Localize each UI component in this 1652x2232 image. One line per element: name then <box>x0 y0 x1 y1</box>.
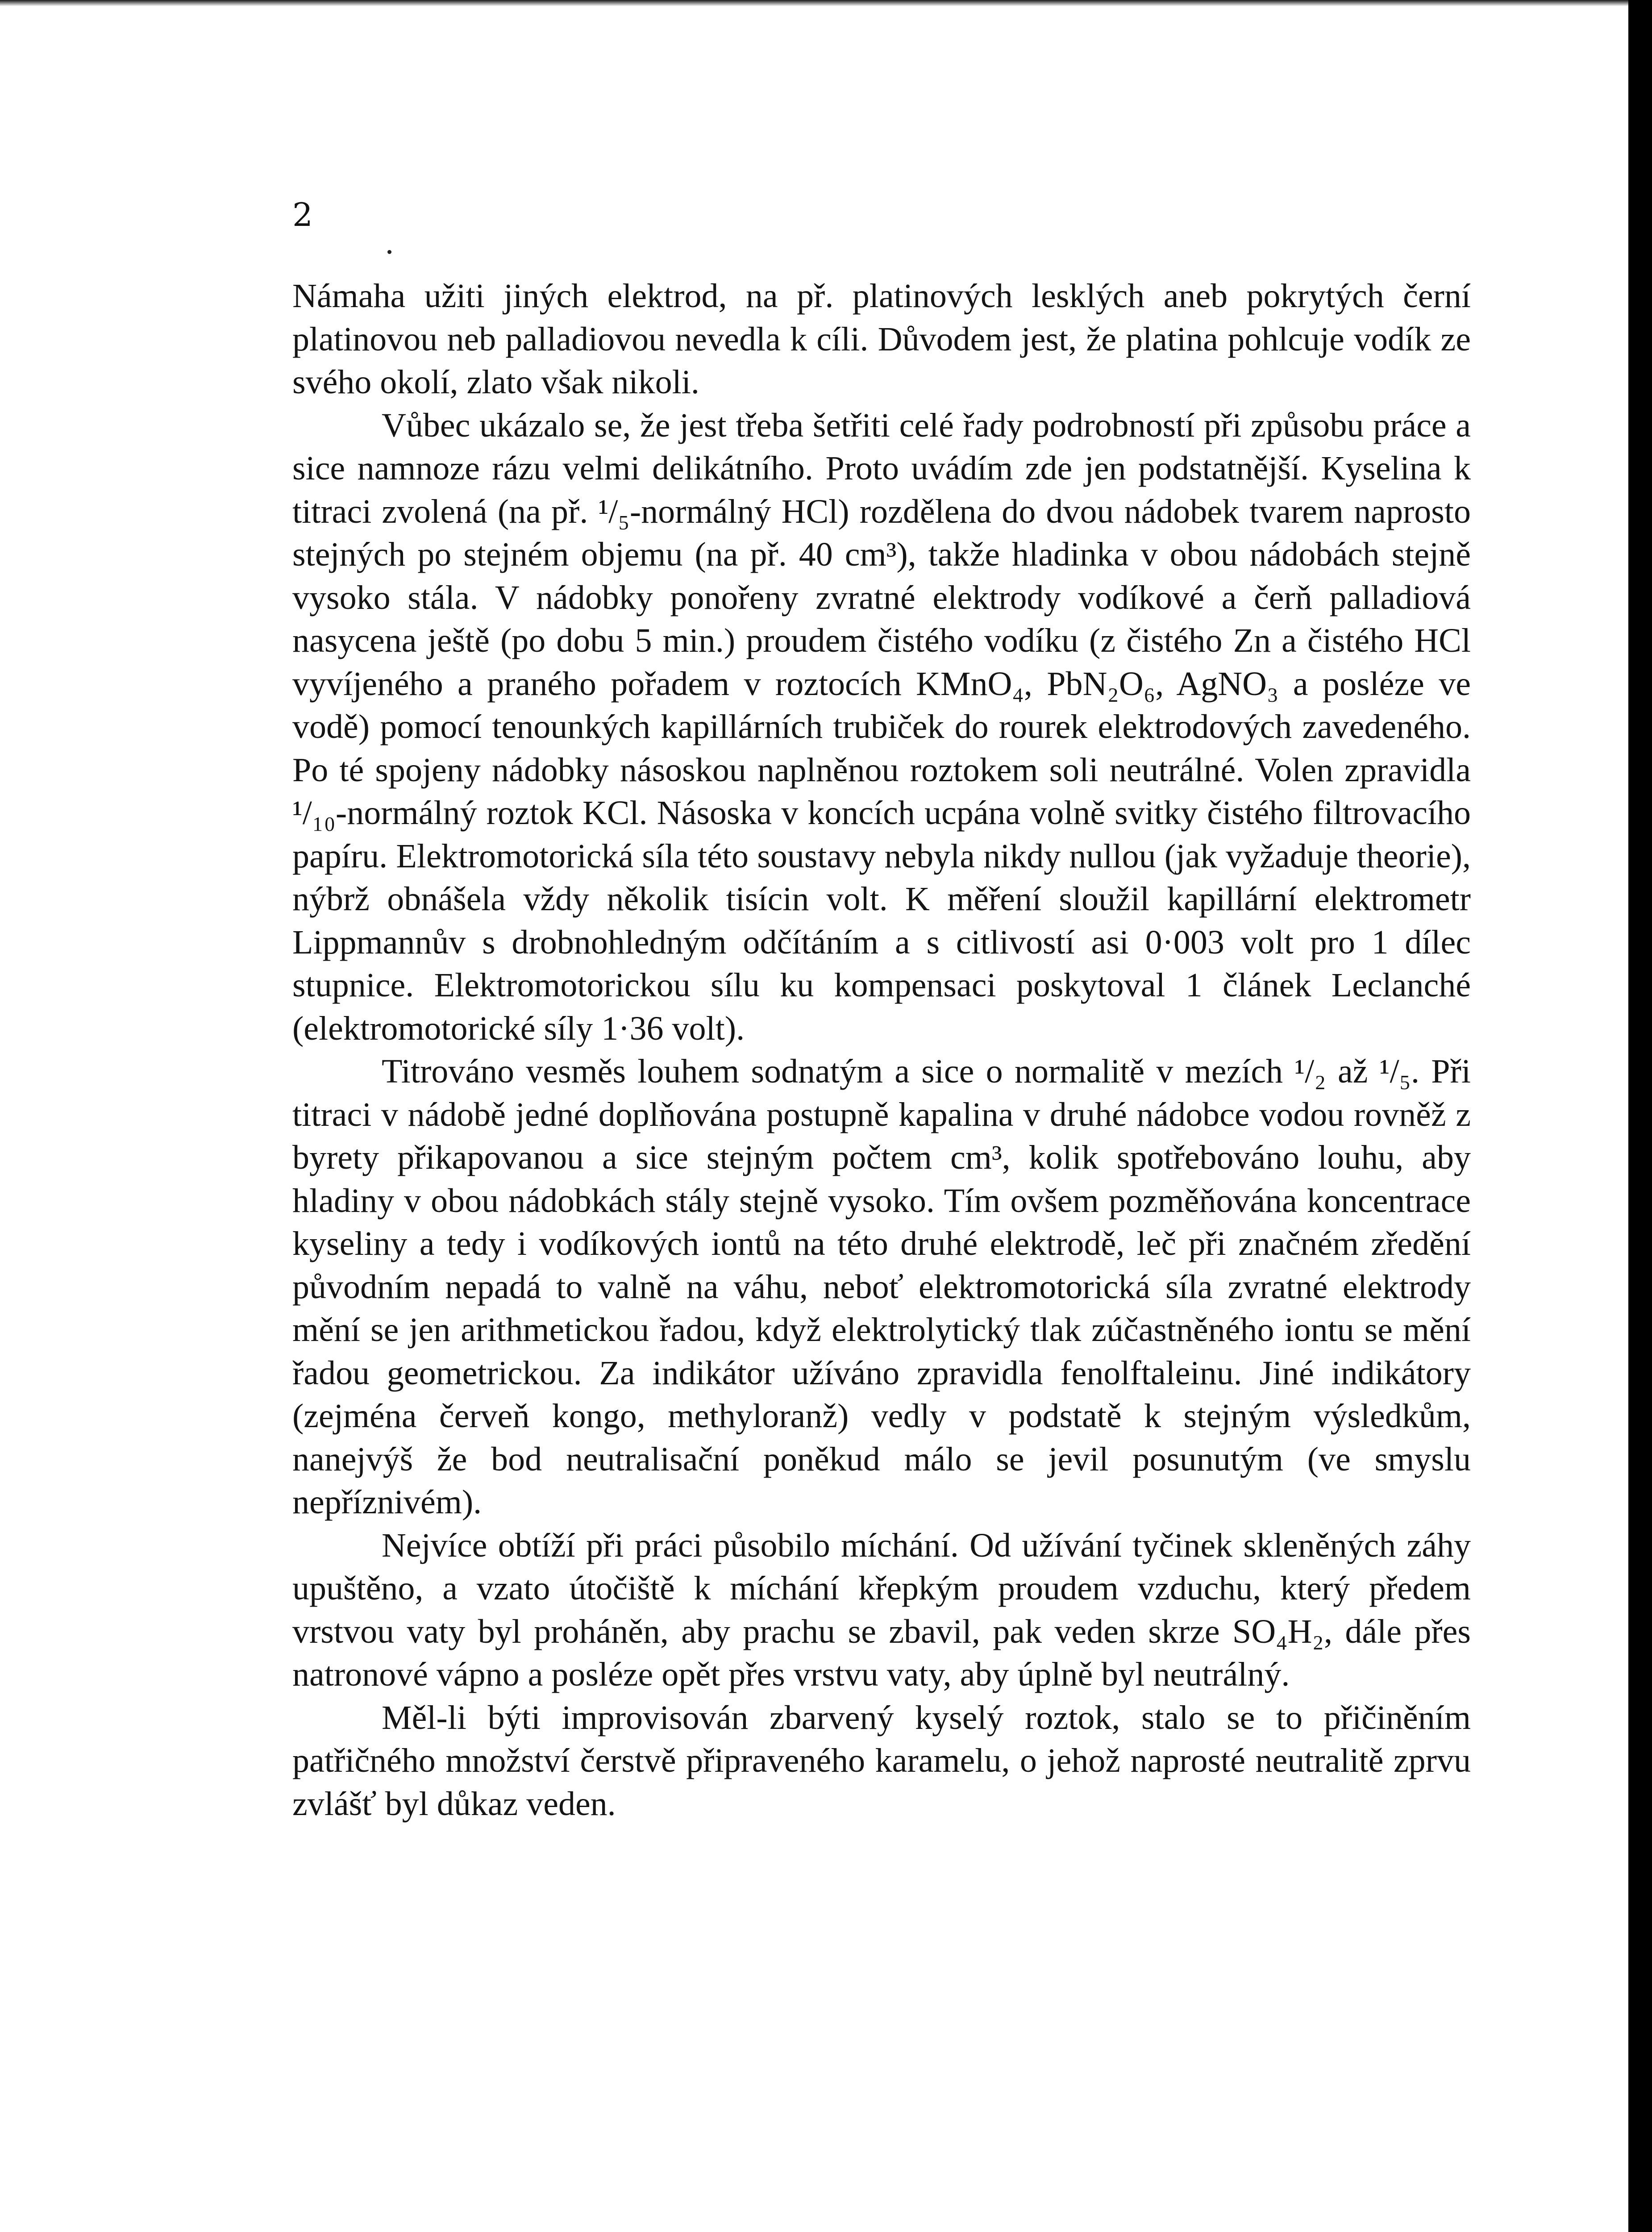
paragraph-1: Námaha užiti jiných elektrod, na př. platinových lesklých aneb pokrytých černí platinovou neb palladiovou nevedla k cíli. Důvodem jest, že platina pohlcuje vodík ze svého okolí, zlato však nikoli. <box>292 277 1471 401</box>
paragraph-2: Vůbec ukázalo se, že jest třeba šetřiti celé řady podrobností při způsobu práce a sice namnoze rázu velmi delikátního. Proto uvádím zde jen podstatnější. Kyselina k titraci zvolená (na př. ¹/₅-normálný HCl) rozdělena do dvou nádobek tvarem naprosto stejných po stejném objemu (na př. 40 cm³), takže hladinka v obou nádobách stejně vysoko stála. V nádobky ponořeny zvratné elektrody vodíkové a čerň palladiová nasycena ještě (po dobu 5 min.) proudem čistého vodíku (z čistého Zn a čistého HCl vyvíjeného a praného pořadem v roztocích KMnO₄, PbN₂O₆, AgNO₃ a posléze ve vodě) pomocí tenounkých kapillárních trubiček do rourek elektrodových zavedeného. Po té spojeny nádobky násoskou naplněnou roztokem soli neutrálné. Volen zpravidla ¹/₁₀-normálný roztok KCl. Násoska v koncích ucpána volně svitky čistého filtrovacího papíru. Elektromotorická síla této soustavy nebyla nikdy nullou (jak vyžaduje theorie), nýbrž obnášela vždy několik tisícin volt. K měření sloužil kapillární elektrometr Lippmannův s drobnohledným odčítáním a s citlivostí asi 0·003 volt pro 1 dílec stupnice. Elektromotorickou sílu ku kompensaci poskytoval 1 článek Leclanché (elektromotorické síly 1·36 volt). <box>292 406 1471 1047</box>
paragraph-4: Nejvíce obtíží při práci působilo míchání. Od užívání tyčinek skleněných záhy upuštěno, a vzato útočiště k míchání křepkým proudem vzduchu, který předem vrstvou vaty byl proháněn, aby prachu se zbavil, pak veden skrze SO₄H₂, dále přes natronové vápno a posléze opět přes vrstvu vaty, aby úplně byl neutrálný. <box>292 1526 1471 1693</box>
scan-right-border <box>1628 0 1652 2232</box>
paragraph-5: Měl-li býti improvisován zbarvený kyselý roztok, stalo se to přičiněním patřičného množství čerstvě připraveného karamelu, o jehož naprosté neutralitě zprvu zvlášť byl důkaz veden. <box>292 1699 1471 1823</box>
scan-top-edge <box>0 0 1628 6</box>
body-text <box>292 275 1471 1825</box>
paragraph-3: Titrováno vesměs louhem sodnatým a sice o normalitě v mezích ¹/₂ až ¹/₅. Při titraci v nádobě jedné doplňována postupně kapalina v druhé nádobce vodou rovněž z byrety přikapovanou a sice stejným počtem cm³, kolik spotřebováno louhu, aby hladiny v obou nádobkách stály stejně vysoko. Tím ovšem pozměňována koncentrace kyseliny a tedy i vodíkových iontů na této druhé elektrodě, leč při značném zředění původním nepadá to valně na váhu, neboť elektromotorická síla zvratné elektrody mění se jen arithmetickou řadou, když elektrolytický tlak zúčastněného iontu se mění řadou geometrickou. Za indikátor užíváno zpravidla fenolftaleinu. Jiné indikátory (zejména červeň kongo, methyloranž) vedly v podstatě k stejným výsledkům, nanejvýš že bod neutralisační poněkud málo se jevil posunutým (ve smyslu nepříznivém). <box>292 1053 1471 1521</box>
scan-speck <box>387 250 391 254</box>
page-number: 2 <box>292 196 313 233</box>
